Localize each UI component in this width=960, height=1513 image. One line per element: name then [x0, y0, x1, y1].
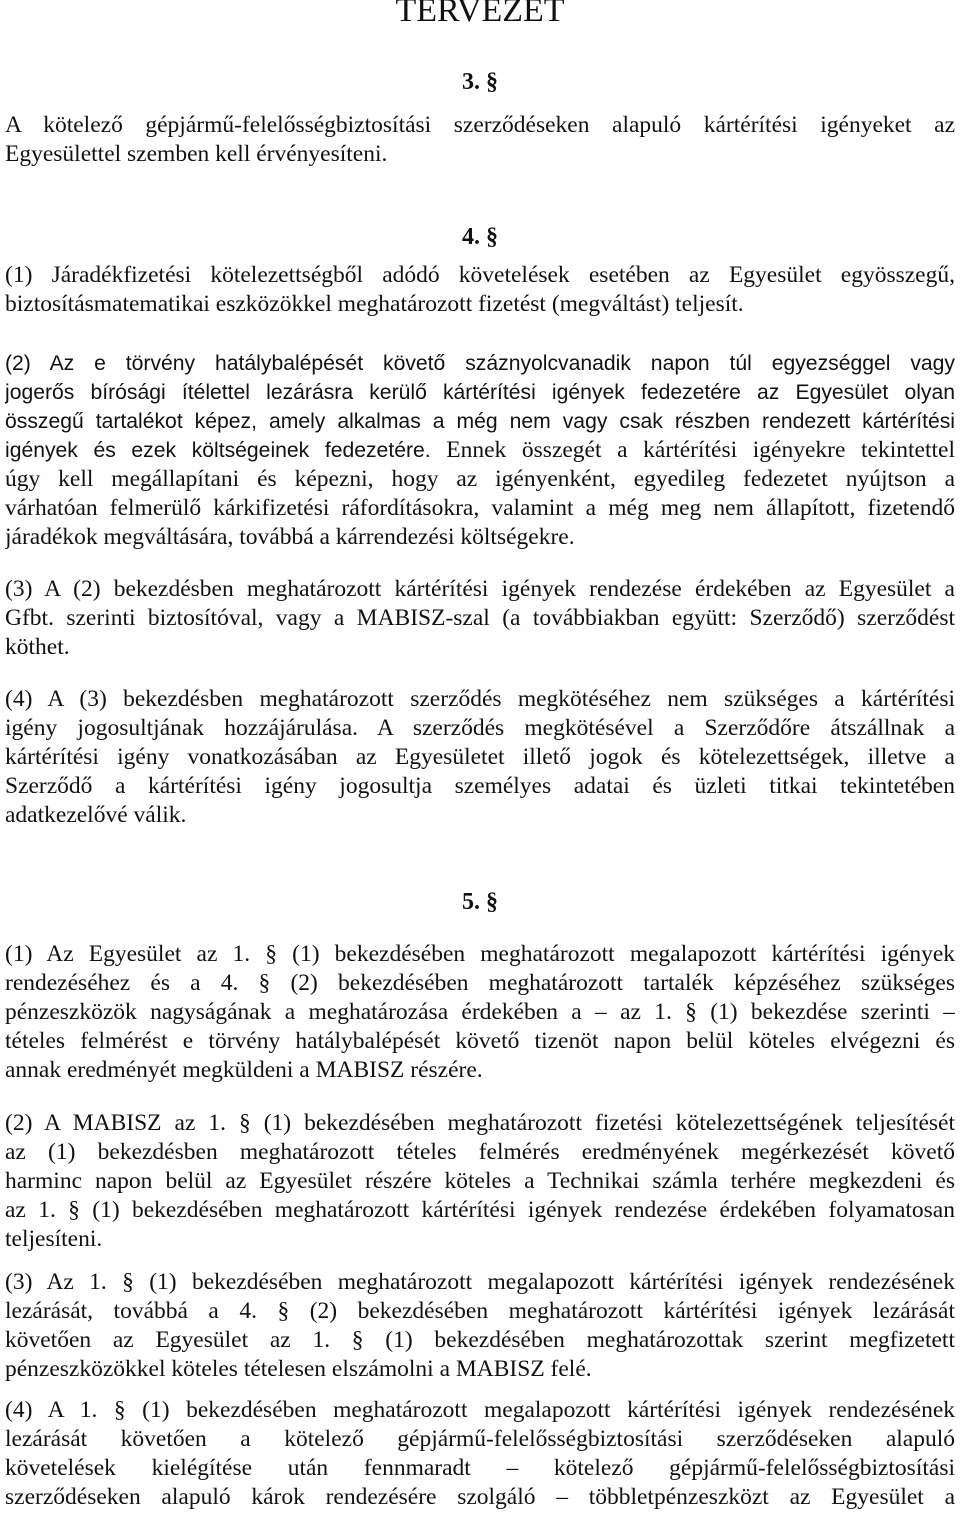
section-heading-3: 3. § — [462, 69, 498, 95]
paragraph-line: várhatóan felmerülő kárkifizetési ráfordításokra, valamint a még meg nem állapított, fizetendő — [5, 495, 955, 521]
paragraph-line: összegű tartalékot képez, amely alkalmas a még nem vagy csak részben rendezett kártérítési — [5, 410, 955, 433]
section-4-paragraph-4 — [5, 685, 955, 830]
paragraph-line: (2) A MABISZ az 1. § (1) bekezdésében meghatározott fizetési kötelezettségének teljesítését — [5, 1110, 955, 1136]
paragraph-line: köthet. — [5, 634, 70, 660]
paragraph-line: az 1. § (1) bekezdésében meghatározott kártérítési igények rendezése érdekében folyamatosan — [5, 1197, 955, 1223]
paragraph-line: Egyesülettel szemben kell érvényesíteni. — [5, 141, 388, 167]
paragraph-line: kártérítési igény vonatkozásában az Egyesületet illető jogok és kötelezettségek, illetve a — [5, 744, 955, 770]
section-5-paragraph-4 — [5, 1396, 955, 1512]
paragraph-line: A kötelező gépjármű-felelősségbiztosítási szerződéseken alapuló kártérítési igényeket az — [5, 112, 955, 138]
paragraph-line: lezárását, továbbá a 4. § (2) bekezdésében meghatározott kártérítési igények lezárását — [5, 1298, 955, 1324]
paragraph-line: harminc napon belül az Egyesület részére köteles a Technikai számla terhére megkezdeni és — [5, 1168, 955, 1194]
paragraph-line: Szerződő a kártérítési igény jogosultja személyes adatai és üzleti titkai tekintetében — [5, 773, 955, 799]
paragraph-line: (4) A 1. § (1) bekezdésében meghatározott megalapozott kártérítési igények rendezésének — [5, 1397, 955, 1423]
paragraph-line: (3) A (2) bekezdésben meghatározott kártérítési igények rendezése érdekében az Egyesület a — [5, 576, 955, 602]
paragraph-line-segment: igények és ezek költségeinek fedezetére. — [5, 439, 431, 462]
paragraph-line: (4) A (3) bekezdésben meghatározott szerződés megkötéséhez nem szükséges a kártérítési — [5, 686, 955, 712]
paragraph-line: pénzeszközök nagyságának a meghatározása érdekében a – az 1. § (1) bekezdése szerinti – — [5, 999, 955, 1025]
paragraph-line: követően az Egyesület az 1. § (1) bekezdésében meghatározottak szerint megfizetett — [5, 1327, 955, 1353]
paragraph-line: lezárását követően a kötelező gépjármű-felelősségbiztosítási szerződéseken alapuló — [5, 1426, 955, 1452]
section-heading-4: 4. § — [462, 224, 498, 250]
paragraph-line: pénzeszközökkel köteles tételesen elszámolni a MABISZ felé. — [5, 1356, 592, 1382]
paragraph-line: (1) Az Egyesület az 1. § (1) bekezdésében meghatározott megalapozott kártérítési igények — [5, 941, 955, 967]
paragraph-line: (3) Az 1. § (1) bekezdésében meghatározott megalapozott kártérítési igények rendezésének — [5, 1269, 955, 1295]
paragraph-line: az (1) bekezdésben meghatározott tételes felmérés eredményének megérkezését követő — [5, 1139, 955, 1165]
paragraph-line-segment: Ennek összegét a kártérítési igényekre tekintettel — [446, 437, 955, 463]
paragraph-line: rendezéséhez és a 4. § (2) bekezdésében meghatározott tartalék képzéséhez szükséges — [5, 970, 955, 996]
paragraph-line: követelések kielégítése után fennmaradt – kötelező gépjármű-felelősségbiztosítási — [5, 1455, 955, 1481]
paragraph-line: (1) Járadékfizetési kötelezettségből adódó követelések esetében az Egyesület egyösszegű, — [5, 262, 955, 288]
paragraph-line: tételes felmérést e törvény hatálybalépését követő tizenöt napon belül köteles elvégezni és — [5, 1028, 955, 1054]
paragraph-line: annak eredményét megküldeni a MABISZ részére. — [5, 1057, 483, 1083]
document-title: TERVEZET — [395, 0, 565, 29]
paragraph-line: igény jogosultjának hozzájárulása. A szerződés megkötésével a Szerződőre átszállnak a — [5, 715, 955, 741]
section-4-paragraph-2 — [5, 349, 955, 552]
paragraph-line: biztosításmatematikai eszközökkel meghatározott fizetést (megváltást) teljesít. — [5, 291, 744, 317]
paragraph-line: teljesíteni. — [5, 1226, 103, 1252]
paragraph-line: adatkezelővé válik. — [5, 802, 187, 828]
paragraph-line: Gfbt. szerinti biztosítóval, vagy a MABISZ-szal (a továbbiakban együtt: Szerződő) szerződést — [5, 605, 955, 631]
section-5-paragraph-1 — [5, 940, 955, 1085]
section-4-paragraph-3 — [5, 575, 955, 662]
paragraph-line: (2) Az e törvény hatálybalépését követő száznyolcvanadik napon túl egyezséggel vagy — [5, 352, 955, 375]
paragraph-line: úgy kell megállapítani és képezni, hogy az igényenként, egyedileg fedezetet nyújtson a — [5, 466, 955, 492]
section-heading-5: 5. § — [462, 889, 498, 915]
section-3-paragraph — [5, 111, 955, 169]
paragraph-line — [5, 436, 955, 465]
section-4-paragraph-1 — [5, 261, 955, 319]
paragraph-line: jogerős bírósági ítélettel lezárásra kerülő kártérítési igények fedezetére az Egyesület olyan — [5, 381, 955, 404]
paragraph-line: járadékok megváltására, továbbá a kárrendezési költségekre. — [5, 524, 575, 550]
paragraph-line: szerződéseken alapuló károk rendezésére szolgáló – többletpénzeszközt az Egyesület a — [5, 1484, 955, 1510]
section-5-paragraph-3 — [5, 1268, 955, 1384]
section-5-paragraph-2 — [5, 1109, 955, 1254]
